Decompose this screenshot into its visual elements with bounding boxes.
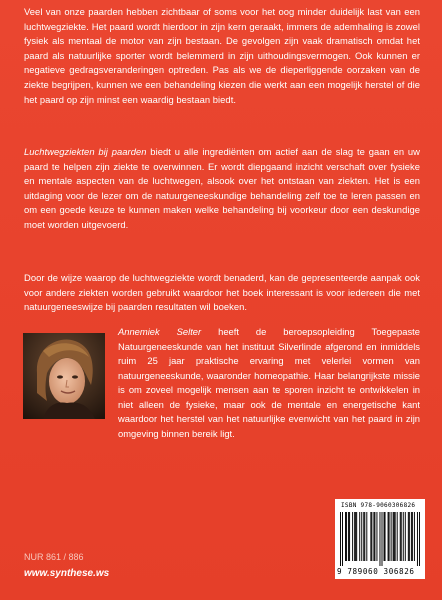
barcode-bar: [403, 512, 404, 561]
barcode-bar: [364, 512, 365, 561]
barcode-bar: [384, 512, 385, 561]
barcode-bar: [342, 512, 343, 566]
barcode-bar: [395, 512, 396, 561]
barcode-bar: [401, 512, 402, 561]
barcode-bar: [374, 512, 375, 561]
barcode-bar: [389, 512, 390, 561]
author-portrait-image: [23, 333, 105, 419]
barcode-digits: 9 789060 306826: [337, 567, 415, 576]
nur-code: NUR 861 / 886: [24, 552, 84, 562]
author-photo: [23, 333, 105, 419]
barcode-bar: [361, 512, 362, 561]
barcode-bar: [371, 512, 372, 561]
barcode-bar: [394, 512, 395, 561]
barcode-bar: [409, 512, 410, 561]
barcode-bar: [412, 512, 413, 561]
barcode-bar: [355, 512, 356, 561]
barcode-bar: [376, 512, 377, 561]
barcode-bar: [345, 512, 346, 561]
book-title-inline: Luchtwegziekten bij paarden: [24, 146, 147, 157]
barcode-bar: [359, 512, 360, 561]
barcode-bar: [385, 512, 386, 561]
barcode-bar: [414, 512, 415, 561]
author-bio: [118, 325, 420, 441]
barcode-bar: [400, 512, 401, 561]
barcode-bar: [346, 512, 347, 561]
barcode-bar: [417, 512, 418, 566]
barcode-bar: [393, 512, 394, 561]
isbn-label: ISBN 978-9060306826: [341, 502, 416, 509]
barcode-bar: [356, 512, 357, 561]
approach-paragraph: Door de wijze waarop de luchtwegziekte wordt benaderd, kan de gepresenteerde aanpak ook voor andere ziekten worden gebruikt waardoor het boek interessant is voor iedereen die met natuurgeneeswijze bij paarden resultaten wil boeken.: [24, 272, 420, 313]
barcode-bar: [373, 512, 374, 561]
barcode-bar: [391, 512, 392, 561]
book-description-paragraph: [24, 145, 420, 233]
barcode-bar: [340, 512, 341, 566]
isbn-barcode: [335, 499, 425, 579]
barcode-bar: [379, 512, 380, 566]
barcode-bar: [388, 512, 389, 561]
barcode-bar: [408, 512, 409, 561]
barcode-bar: [405, 512, 406, 561]
barcode-bar: [382, 512, 383, 566]
barcode-bar: [397, 512, 398, 561]
author-bio-text: heeft de beroepsopleiding Toegepaste Natuurgeneeskunde van het instituut Silverlinde afgerond en inmiddels ruim 25 jaar praktische ervaring met velerlei vormen van natuurgeneeskunde, waaronder homeopathie. Haar belangrijkste missie is om zoveel mogelijk mensen aan te sporen inzicht te ontwikkelen in niet alleen de fysieke, maar ook de mentale en energetische kant waardoor het herstel van het natuurlijke evenwicht van het paard in zijn omgeving binnen bereik ligt.: [118, 326, 420, 439]
barcode-bar: [411, 512, 412, 561]
barcode-bar: [352, 512, 353, 561]
publisher-website-link[interactable]: www.synthese.ws: [24, 568, 110, 579]
barcode-bar: [419, 512, 420, 566]
barcode-bar: [349, 512, 350, 561]
barcode-bar: [363, 512, 364, 561]
barcode-bar: [354, 512, 355, 561]
author-name: Annemiek Selter: [118, 326, 202, 337]
book-description-text: biedt u alle ingrediënten om actief aan de slag te gaan en uw paard te helpen zijn ziekte te overwinnen. Er wordt diepgaand inzicht verschaft over fysieke en mentale aspecten van de luchtwegen, alsook over het ontstaan van ziekten. Het is een uitdaging voor de lezer om de natuurgeneeskundige behandeling zelf toe te leren passen en om een goede keuze te kunnen maken welke behandeling bij voorkeur door een deskundige moet worden uitgevoerd.: [24, 146, 420, 230]
barcode-bar: [348, 512, 349, 561]
barcode-bars: [340, 512, 420, 566]
barcode-bar: [366, 512, 367, 561]
intro-paragraph: Veel van onze paarden hebben zichtbaar of soms voor het oog minder duidelijk last van een luchtwegziekte. Het paard wordt hierdoor in zijn kern geraakt, immers de ademhaling is zowel fysiek als mentaal de motor van zijn bestaan. De gevolgen zijn vaak dramatisch omdat het paard als natuurlijke sporter wordt belemmerd in zijn uithoudingsvermogen. Ook kunnen er negatieve gedragsveranderingen optreden. Pas als we de dieperliggende oorzaken van de ziekte begrijpen, kunnen we een behandeling kiezen die werkt aan een mogelijk herstel of die het paard op zijn minst een waardig bestaan biedt.: [24, 6, 420, 105]
barcode-bar: [370, 512, 371, 561]
